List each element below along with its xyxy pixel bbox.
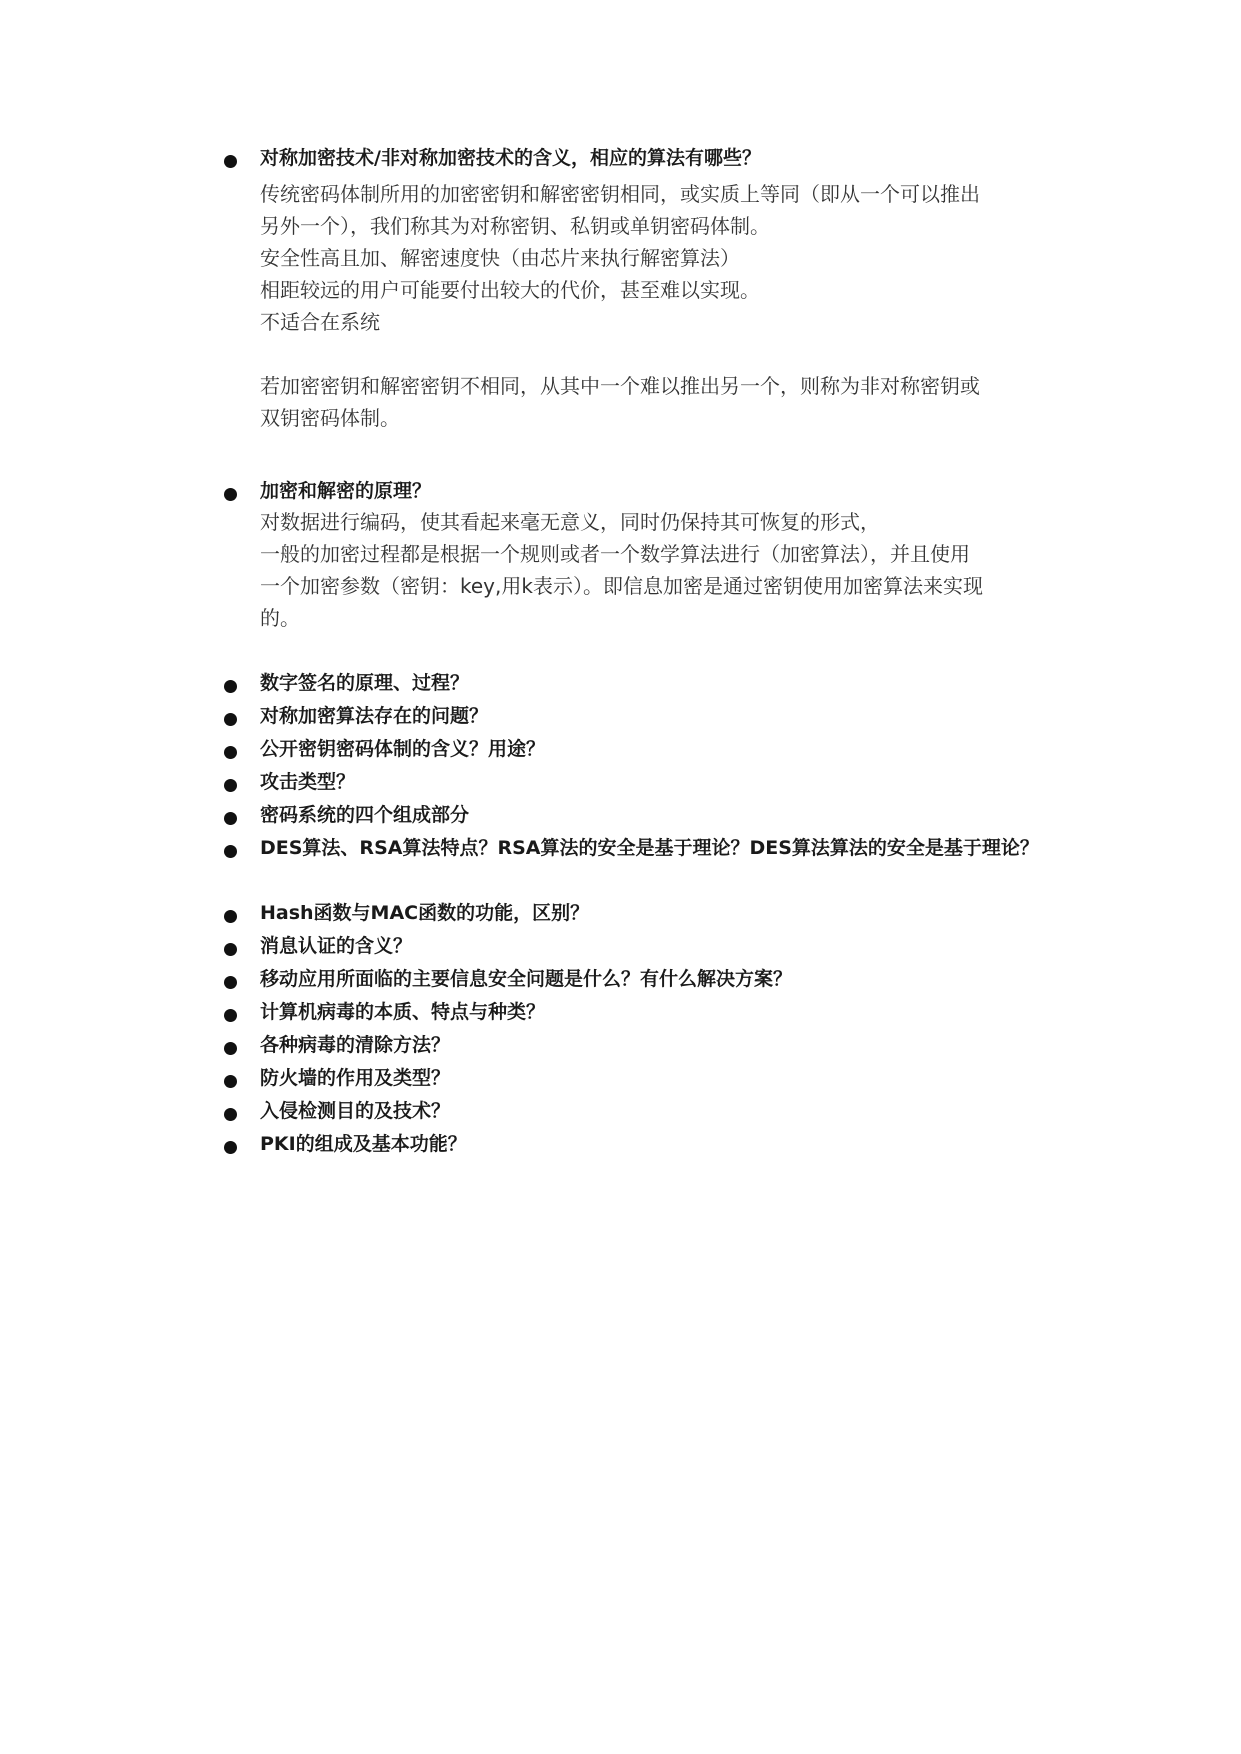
answer-line: 另外一个），我们称其为对称密钥、私钥或单钥密码体制。 [260, 214, 770, 238]
question-text: 攻击类型？ [260, 771, 356, 793]
answer-line: 一个加密参数（密钥：key,用k表示）。即信息加密是通过密钥使用加密算法来实现 [260, 574, 983, 598]
bullet-icon [224, 812, 237, 825]
bullet-icon [224, 746, 237, 759]
bullet-icon [224, 1108, 237, 1121]
question-text: 对称加密技术/非对称加密技术的含义，相应的算法有哪些？ [260, 147, 761, 169]
question-text: 数字签名的原理、过程？ [260, 672, 470, 694]
bullet-icon [224, 1009, 237, 1022]
question-text: 入侵检测目的及技术？ [260, 1100, 451, 1122]
answer-line: 的。 [260, 606, 300, 630]
answer-line: 安全性高且加、解密速度快（由芯片来执行解密算法） [260, 246, 740, 270]
bullet-icon [224, 910, 237, 923]
answer-line: 若加密密钥和解密密钥不相同，从其中一个难以推出另一个，则称为非对称密钥或 [260, 374, 980, 398]
bullet-icon [224, 713, 237, 726]
bullet-icon [224, 1042, 237, 1055]
answer-line: 双钥密码体制。 [260, 406, 400, 430]
bullet-icon [224, 1075, 237, 1088]
question-text: DES算法、RSA算法特点？RSA算法的安全是基于理论？DES算法算法的安全是基于理论？ [260, 837, 1039, 859]
question-text: 防火墙的作用及类型？ [260, 1067, 451, 1089]
question-text: 对称加密算法存在的问题？ [260, 705, 489, 727]
question-text: 密码系统的四个组成部分 [260, 804, 470, 826]
bullet-icon [224, 1141, 237, 1154]
bullet-icon [224, 976, 237, 989]
answer-line: 传统密码体制所用的加密密钥和解密密钥相同，或实质上等同（即从一个可以推出 [260, 182, 980, 206]
bullet-icon [224, 845, 237, 858]
question-text: 计算机病毒的本质、特点与种类？ [260, 1001, 546, 1023]
question-text: 移动应用所面临的主要信息安全问题是什么？有什么解决方案？ [260, 968, 793, 990]
question-text: PKI的组成及基本功能？ [260, 1133, 467, 1155]
question-text: 加密和解密的原理？ [260, 480, 432, 502]
answer-line: 相距较远的用户可能要付出较大的代价，甚至难以实现。 [260, 278, 760, 302]
bullet-icon [224, 943, 237, 956]
answer-line: 对数据进行编码，使其看起来毫无意义，同时仍保持其可恢复的形式， [260, 510, 880, 534]
answer-line: 一般的加密过程都是根据一个规则或者一个数学算法进行（加密算法），并且使用 [260, 542, 970, 566]
bullet-icon [224, 680, 237, 693]
bullet-icon [224, 155, 237, 168]
question-text: Hash函数与MAC函数的功能，区别？ [260, 902, 590, 924]
bullet-icon [224, 779, 237, 792]
question-text: 消息认证的含义？ [260, 935, 413, 957]
question-text: 各种病毒的清除方法？ [260, 1034, 451, 1056]
answer-line: 不适合在系统 [260, 310, 380, 334]
question-text: 公开密钥密码体制的含义？用途？ [260, 738, 546, 760]
bullet-icon [224, 488, 237, 501]
